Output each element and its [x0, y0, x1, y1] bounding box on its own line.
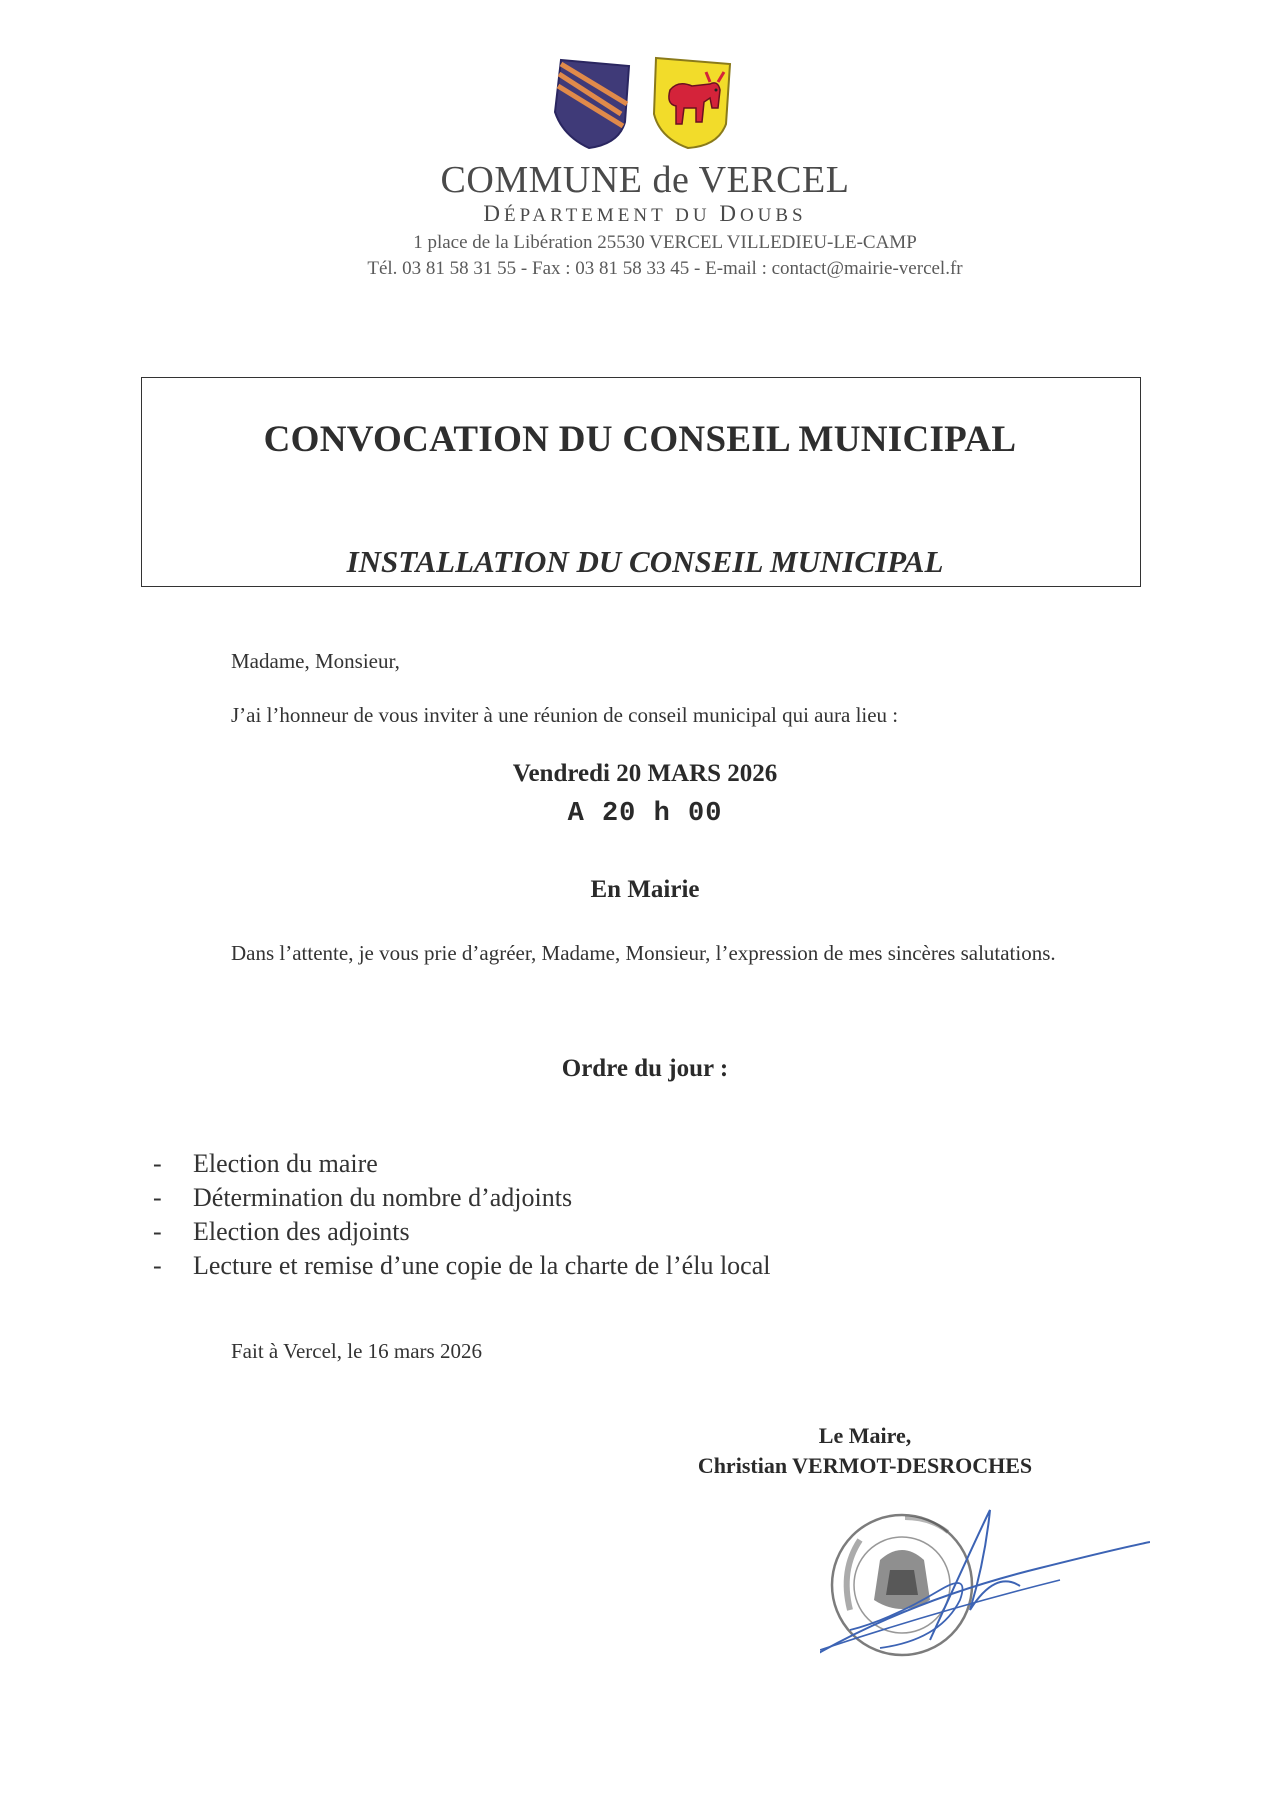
department-initial-2: D — [719, 201, 740, 226]
agenda-bullet: - — [153, 1251, 162, 1280]
greeting: Madame, Monsieur, — [231, 649, 400, 673]
document-subtitle: INSTALLATION DU CONSEIL MUNICIPAL — [346, 544, 944, 579]
intro-paragraph: J’ai l’honneur de vous inviter à une réunion de conseil municipal qui aura lieu : — [231, 703, 899, 727]
coat-of-arms-bands-icon — [549, 52, 635, 152]
agenda-item — [153, 1215, 770, 1249]
agenda-item-label: Lecture et remise d’une copie de la charte de l’élu local — [193, 1251, 771, 1280]
org-name: COMMUNE de VERCEL — [440, 159, 850, 201]
agenda-item — [153, 1249, 770, 1283]
agenda-item — [153, 1181, 770, 1215]
agenda-item — [153, 1147, 770, 1181]
agenda-item-label: Election du maire — [193, 1149, 378, 1178]
meeting-date: Vendredi 20 MARS 2026 — [512, 760, 778, 787]
agenda-bullet: - — [153, 1183, 162, 1212]
signer-role: Le Maire, — [818, 1423, 912, 1448]
coat-of-arms-bull-icon — [648, 52, 736, 152]
agenda-item-label: Election des adjoints — [193, 1217, 410, 1246]
official-stamp-signature — [820, 1490, 1150, 1670]
org-address: 1 place de la Libération 25530 VERCEL VILLEDIEU-LE-CAMP — [413, 232, 917, 253]
agenda-title: Ordre du jour : — [561, 1055, 729, 1082]
meeting-time: A 20 h 00 — [567, 799, 723, 829]
department-initial-1: D — [483, 201, 504, 226]
agenda-bullet: - — [153, 1149, 162, 1178]
signer-name: Christian VERMOT-DESROCHES — [697, 1453, 1033, 1478]
place-and-date: Fait à Vercel, le 16 mars 2026 — [231, 1339, 482, 1363]
meeting-place: En Mairie — [590, 876, 700, 903]
document-title: CONVOCATION DU CONSEIL MUNICIPAL — [263, 419, 1017, 460]
agenda-item-label: Détermination du nombre d’adjoints — [193, 1183, 573, 1212]
org-department — [0, 201, 1280, 227]
org-contact: Tél. 03 81 58 31 55 - Fax : 03 81 58 33 45 - E-mail : contact@mairie-vercel.fr — [367, 258, 963, 279]
department-part-2: OUBS — [739, 205, 807, 226]
department-part-1: ÉPARTEMENT DU — [503, 205, 720, 226]
agenda-bullet: - — [153, 1217, 162, 1246]
agenda-list — [153, 1147, 770, 1283]
closing-paragraph: Dans l’attente, je vous prie d’agréer, Madame, Monsieur, l’expression de mes sincères salutations. — [231, 941, 1056, 965]
